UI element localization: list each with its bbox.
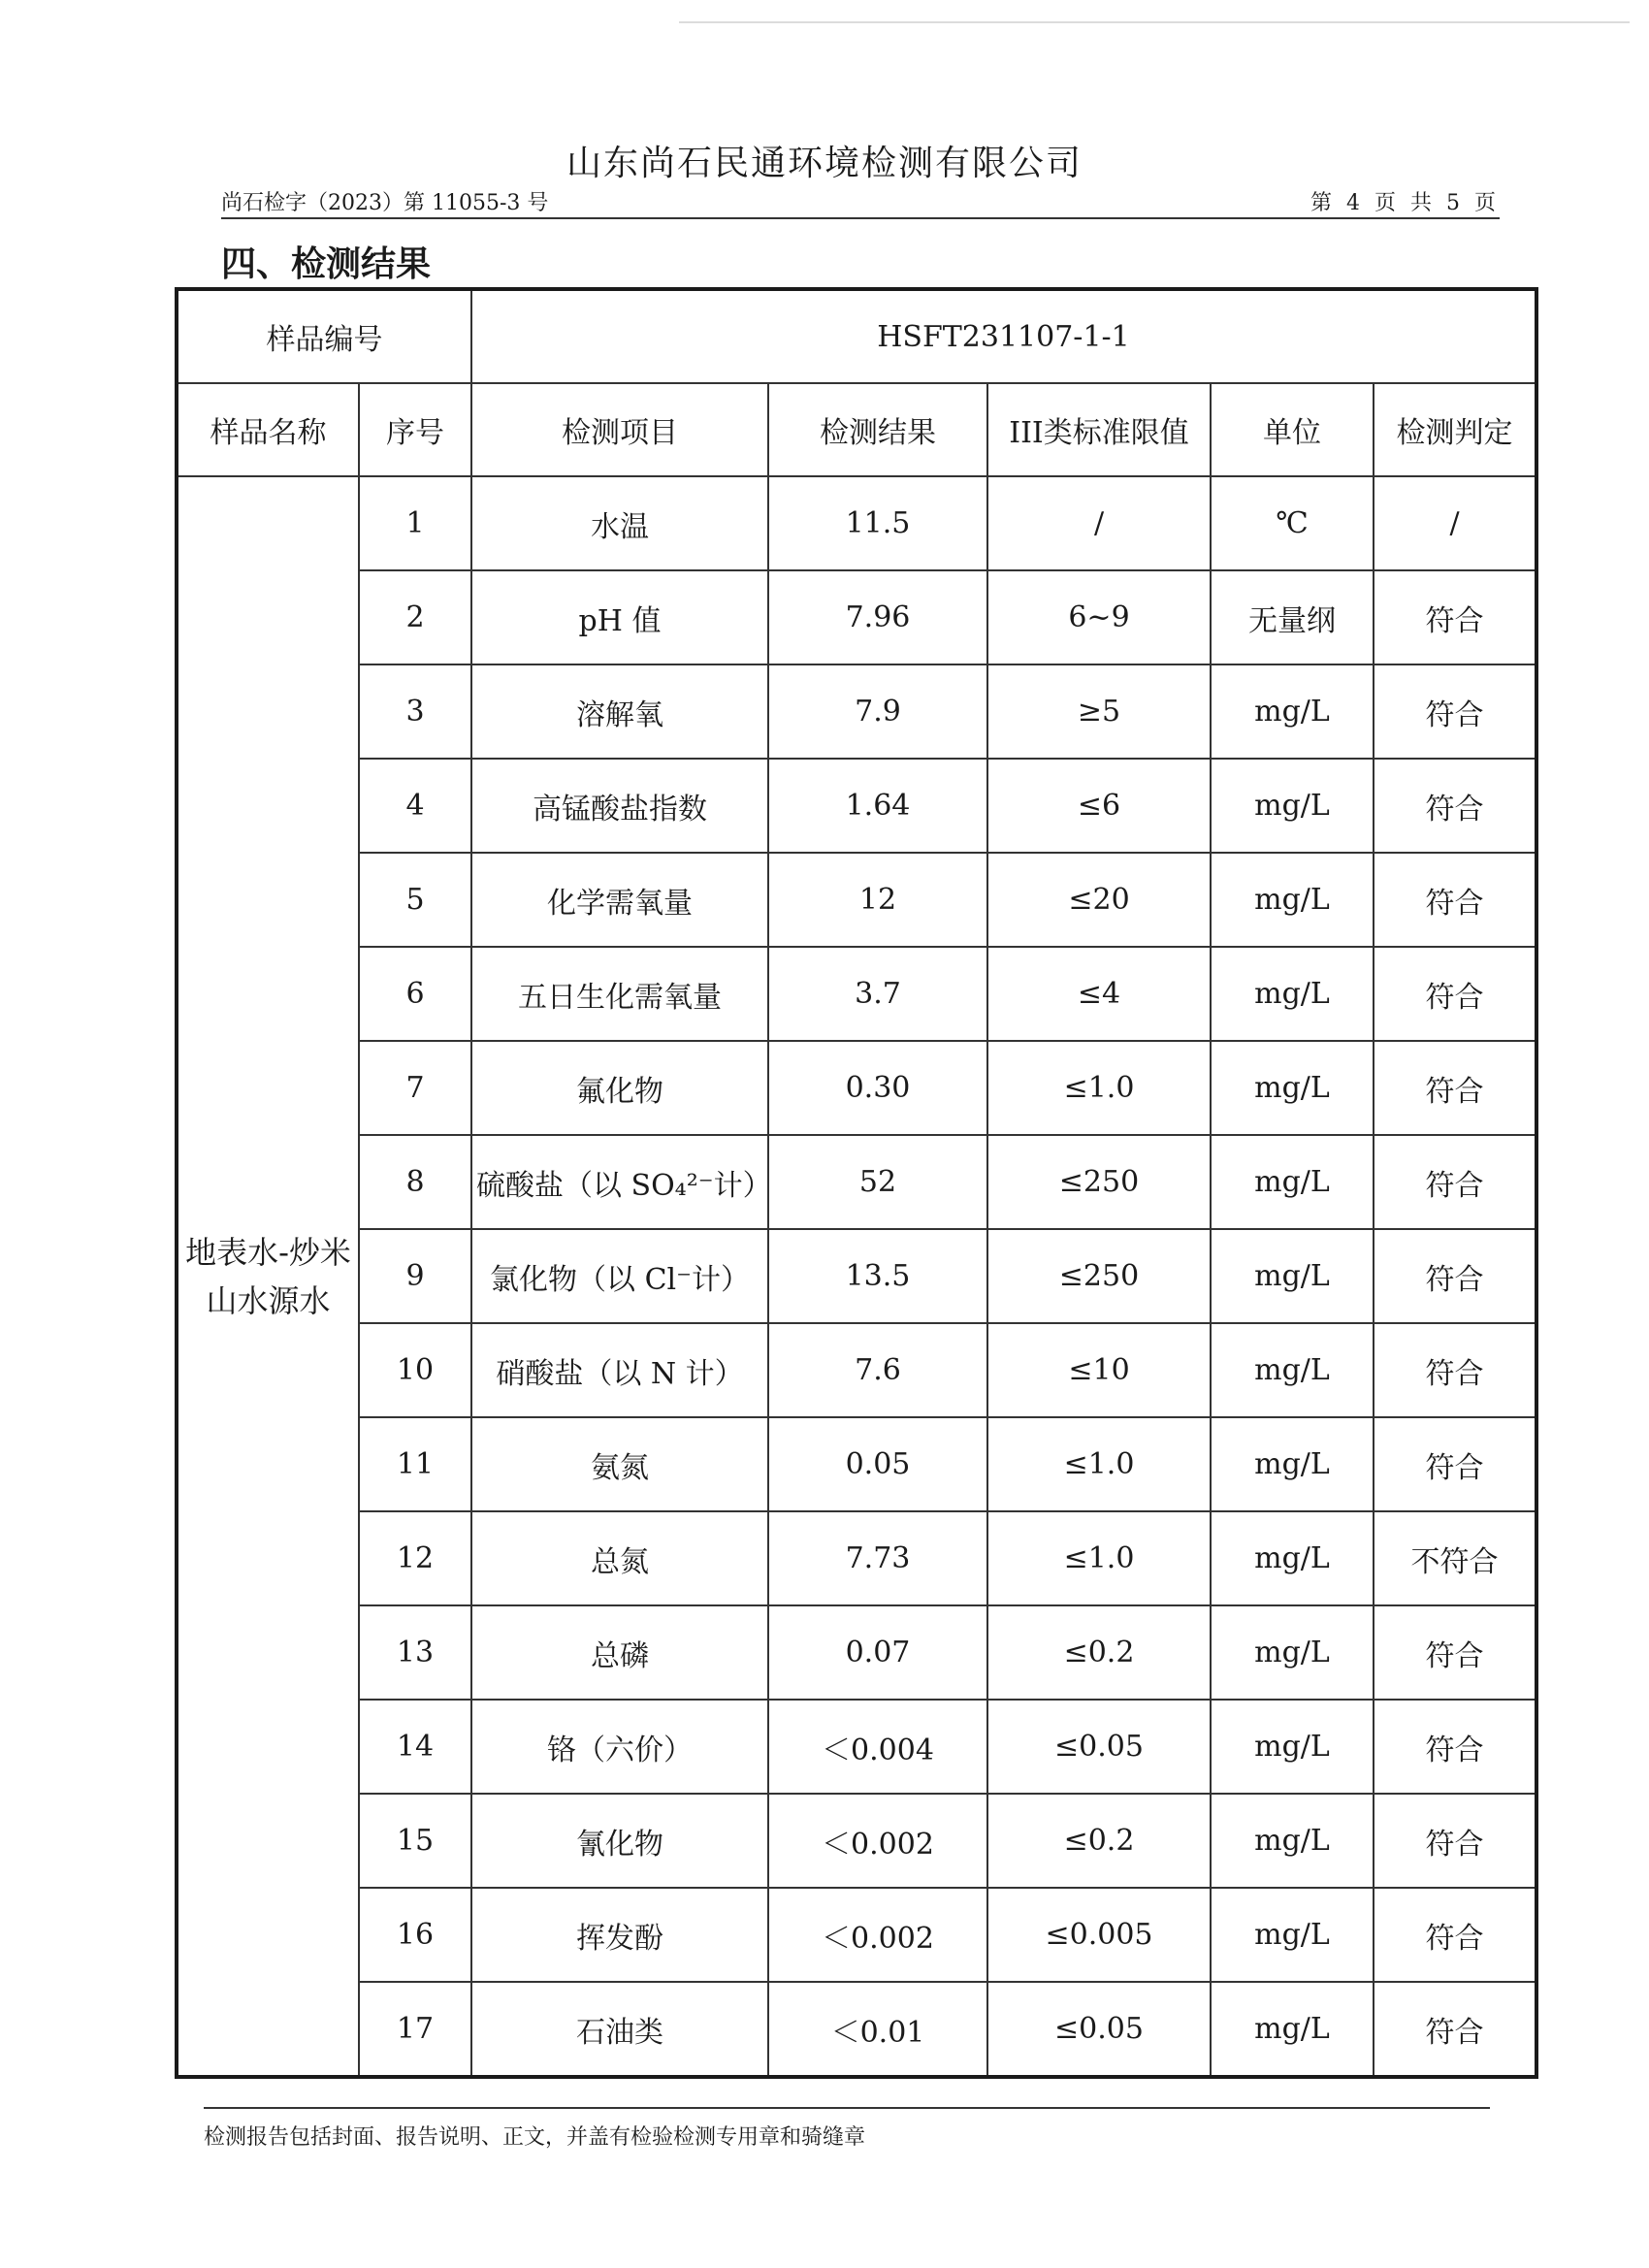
cell-item: 石油类 (471, 1982, 768, 2077)
cell-judgement: 符合 (1374, 1982, 1536, 2077)
cell-seq: 10 (359, 1323, 471, 1417)
cell-item: 硝酸盐（以 N 计） (471, 1323, 768, 1417)
cell-limit: ≥5 (987, 664, 1211, 759)
cell-judgement: 符合 (1374, 664, 1536, 759)
cell-unit: mg/L (1211, 1511, 1374, 1605)
cell-limit: ≤0.05 (987, 1982, 1211, 2077)
table-row (177, 759, 1536, 853)
cell-limit: ≤10 (987, 1323, 1211, 1417)
cell-limit: ≤4 (987, 947, 1211, 1041)
cell-judgement: 符合 (1374, 570, 1536, 664)
cell-seq: 8 (359, 1135, 471, 1229)
table-row (177, 947, 1536, 1041)
cell-result: 7.73 (768, 1511, 987, 1605)
section-title: 四、检测结果 (221, 244, 432, 284)
cell-item: 总磷 (471, 1605, 768, 1700)
sample-id-row (177, 289, 1536, 383)
cell-seq: 14 (359, 1700, 471, 1794)
cell-result: 13.5 (768, 1229, 987, 1323)
col-header-judgement: 检测判定 (1374, 383, 1536, 476)
cell-seq: 5 (359, 853, 471, 947)
cell-seq: 7 (359, 1041, 471, 1135)
cell-limit: ≤6 (987, 759, 1211, 853)
cell-judgement: 符合 (1374, 853, 1536, 947)
cell-seq: 12 (359, 1511, 471, 1605)
cell-seq: 16 (359, 1888, 471, 1982)
cell-limit: ≤20 (987, 853, 1211, 947)
cell-item: 化学需氧量 (471, 853, 768, 947)
table-row (177, 1511, 1536, 1605)
column-header-row (177, 383, 1536, 476)
cell-judgement: 符合 (1374, 1417, 1536, 1511)
cell-unit: mg/L (1211, 1605, 1374, 1700)
cell-item: 硫酸盐（以 SO₄²⁻计） (471, 1135, 768, 1229)
cell-unit: mg/L (1211, 1417, 1374, 1511)
cell-judgement: 符合 (1374, 1605, 1536, 1700)
cell-unit: mg/L (1211, 1229, 1374, 1323)
cell-seq: 13 (359, 1605, 471, 1700)
cell-unit: mg/L (1211, 1041, 1374, 1135)
cell-item: 水温 (471, 476, 768, 570)
col-header-sample-name: 样品名称 (177, 383, 359, 476)
table-row (177, 476, 1536, 570)
cell-judgement: 符合 (1374, 947, 1536, 1041)
cell-limit: ≤250 (987, 1135, 1211, 1229)
cell-judgement: 符合 (1374, 1323, 1536, 1417)
table-row (177, 1323, 1536, 1417)
cell-limit: / (987, 476, 1211, 570)
cell-unit: mg/L (1211, 664, 1374, 759)
table-row (177, 1794, 1536, 1888)
cell-result: 0.07 (768, 1605, 987, 1700)
cell-unit: mg/L (1211, 1982, 1374, 2077)
cell-result: ＜0.004 (768, 1700, 987, 1794)
cell-item: 氨氮 (471, 1417, 768, 1511)
footer-note: 检测报告包括封面、报告说明、正文，并盖有检验检测专用章和骑缝章 (204, 2125, 866, 2150)
cell-seq: 11 (359, 1417, 471, 1511)
cell-unit: mg/L (1211, 1700, 1374, 1794)
cell-unit: mg/L (1211, 759, 1374, 853)
cell-item: 五日生化需氧量 (471, 947, 768, 1041)
cell-result: 52 (768, 1135, 987, 1229)
cell-judgement: 符合 (1374, 1888, 1536, 1982)
cell-seq: 2 (359, 570, 471, 664)
col-header-unit: 单位 (1211, 383, 1374, 476)
page-info: 第 4 页 共 5 页 (1310, 191, 1500, 215)
cell-unit: mg/L (1211, 1135, 1374, 1229)
cell-unit: ℃ (1211, 476, 1374, 570)
cell-result: 7.9 (768, 664, 987, 759)
cell-judgement: 符合 (1374, 1700, 1536, 1794)
cell-item: 氯化物（以 Cl⁻计） (471, 1229, 768, 1323)
col-header-item: 检测项目 (471, 383, 768, 476)
cell-judgement: 符合 (1374, 1794, 1536, 1888)
cell-judgement: 不符合 (1374, 1511, 1536, 1605)
cell-unit: mg/L (1211, 947, 1374, 1041)
cell-judgement: / (1374, 476, 1536, 570)
cell-result: 12 (768, 853, 987, 947)
cell-unit: mg/L (1211, 1794, 1374, 1888)
cell-result: 0.05 (768, 1417, 987, 1511)
table-row (177, 1982, 1536, 2077)
footer-rule (204, 2107, 1490, 2109)
cell-seq: 17 (359, 1982, 471, 2077)
cell-limit: ≤0.2 (987, 1605, 1211, 1700)
cell-limit: ≤1.0 (987, 1511, 1211, 1605)
table-row (177, 1417, 1536, 1511)
cell-item: 溶解氧 (471, 664, 768, 759)
cell-seq: 6 (359, 947, 471, 1041)
table-row (177, 1700, 1536, 1794)
table-row (177, 1888, 1536, 1982)
cell-result: ＜0.01 (768, 1982, 987, 2077)
cell-unit: mg/L (1211, 1888, 1374, 1982)
table-row (177, 853, 1536, 947)
cell-unit: 无量纲 (1211, 570, 1374, 664)
cell-limit: ≤0.05 (987, 1700, 1211, 1794)
cell-judgement: 符合 (1374, 759, 1536, 853)
cell-item: 高锰酸盐指数 (471, 759, 768, 853)
cell-limit: ≤0.2 (987, 1794, 1211, 1888)
cell-judgement: 符合 (1374, 1135, 1536, 1229)
table-row (177, 664, 1536, 759)
results-table (175, 287, 1538, 2079)
table-row (177, 1041, 1536, 1135)
col-header-seq: 序号 (359, 383, 471, 476)
cell-limit: ≤1.0 (987, 1041, 1211, 1135)
col-header-result: 检测结果 (768, 383, 987, 476)
table-row (177, 570, 1536, 664)
cell-item: 氰化物 (471, 1794, 768, 1888)
sample-name-cell: 地表水-炒米山水源水 (177, 476, 359, 2077)
col-header-limit: III类标准限值 (987, 383, 1211, 476)
cell-result: 3.7 (768, 947, 987, 1041)
cell-result: 11.5 (768, 476, 987, 570)
table-row (177, 1135, 1536, 1229)
report-number: 尚石检字（2023）第 11055-3 号 (221, 191, 549, 215)
table-row (177, 1229, 1536, 1323)
cell-item: 氟化物 (471, 1041, 768, 1135)
cell-judgement: 符合 (1374, 1229, 1536, 1323)
cell-limit: ≤1.0 (987, 1417, 1211, 1511)
cell-limit: ≤250 (987, 1229, 1211, 1323)
cell-unit: mg/L (1211, 1323, 1374, 1417)
cell-result: ＜0.002 (768, 1794, 987, 1888)
scan-top-rule (679, 21, 1630, 23)
company-name: 山东尚石民通环境检测有限公司 (566, 144, 1083, 183)
cell-seq: 15 (359, 1794, 471, 1888)
cell-result: ＜0.002 (768, 1888, 987, 1982)
cell-seq: 4 (359, 759, 471, 853)
cell-judgement: 符合 (1374, 1041, 1536, 1135)
cell-limit: ≤0.005 (987, 1888, 1211, 1982)
cell-seq: 1 (359, 476, 471, 570)
report-header (221, 182, 1500, 219)
cell-seq: 3 (359, 664, 471, 759)
cell-result: 7.6 (768, 1323, 987, 1417)
cell-unit: mg/L (1211, 853, 1374, 947)
cell-seq: 9 (359, 1229, 471, 1323)
cell-item: 铬（六价） (471, 1700, 768, 1794)
cell-result: 1.64 (768, 759, 987, 853)
sample-id-value: HSFT231107-1-1 (471, 289, 1536, 383)
table-row (177, 1605, 1536, 1700)
cell-item: pH 值 (471, 570, 768, 664)
cell-limit: 6~9 (987, 570, 1211, 664)
cell-result: 7.96 (768, 570, 987, 664)
cell-item: 挥发酚 (471, 1888, 768, 1982)
cell-item: 总氮 (471, 1511, 768, 1605)
cell-result: 0.30 (768, 1041, 987, 1135)
sample-id-label: 样品编号 (177, 289, 471, 383)
